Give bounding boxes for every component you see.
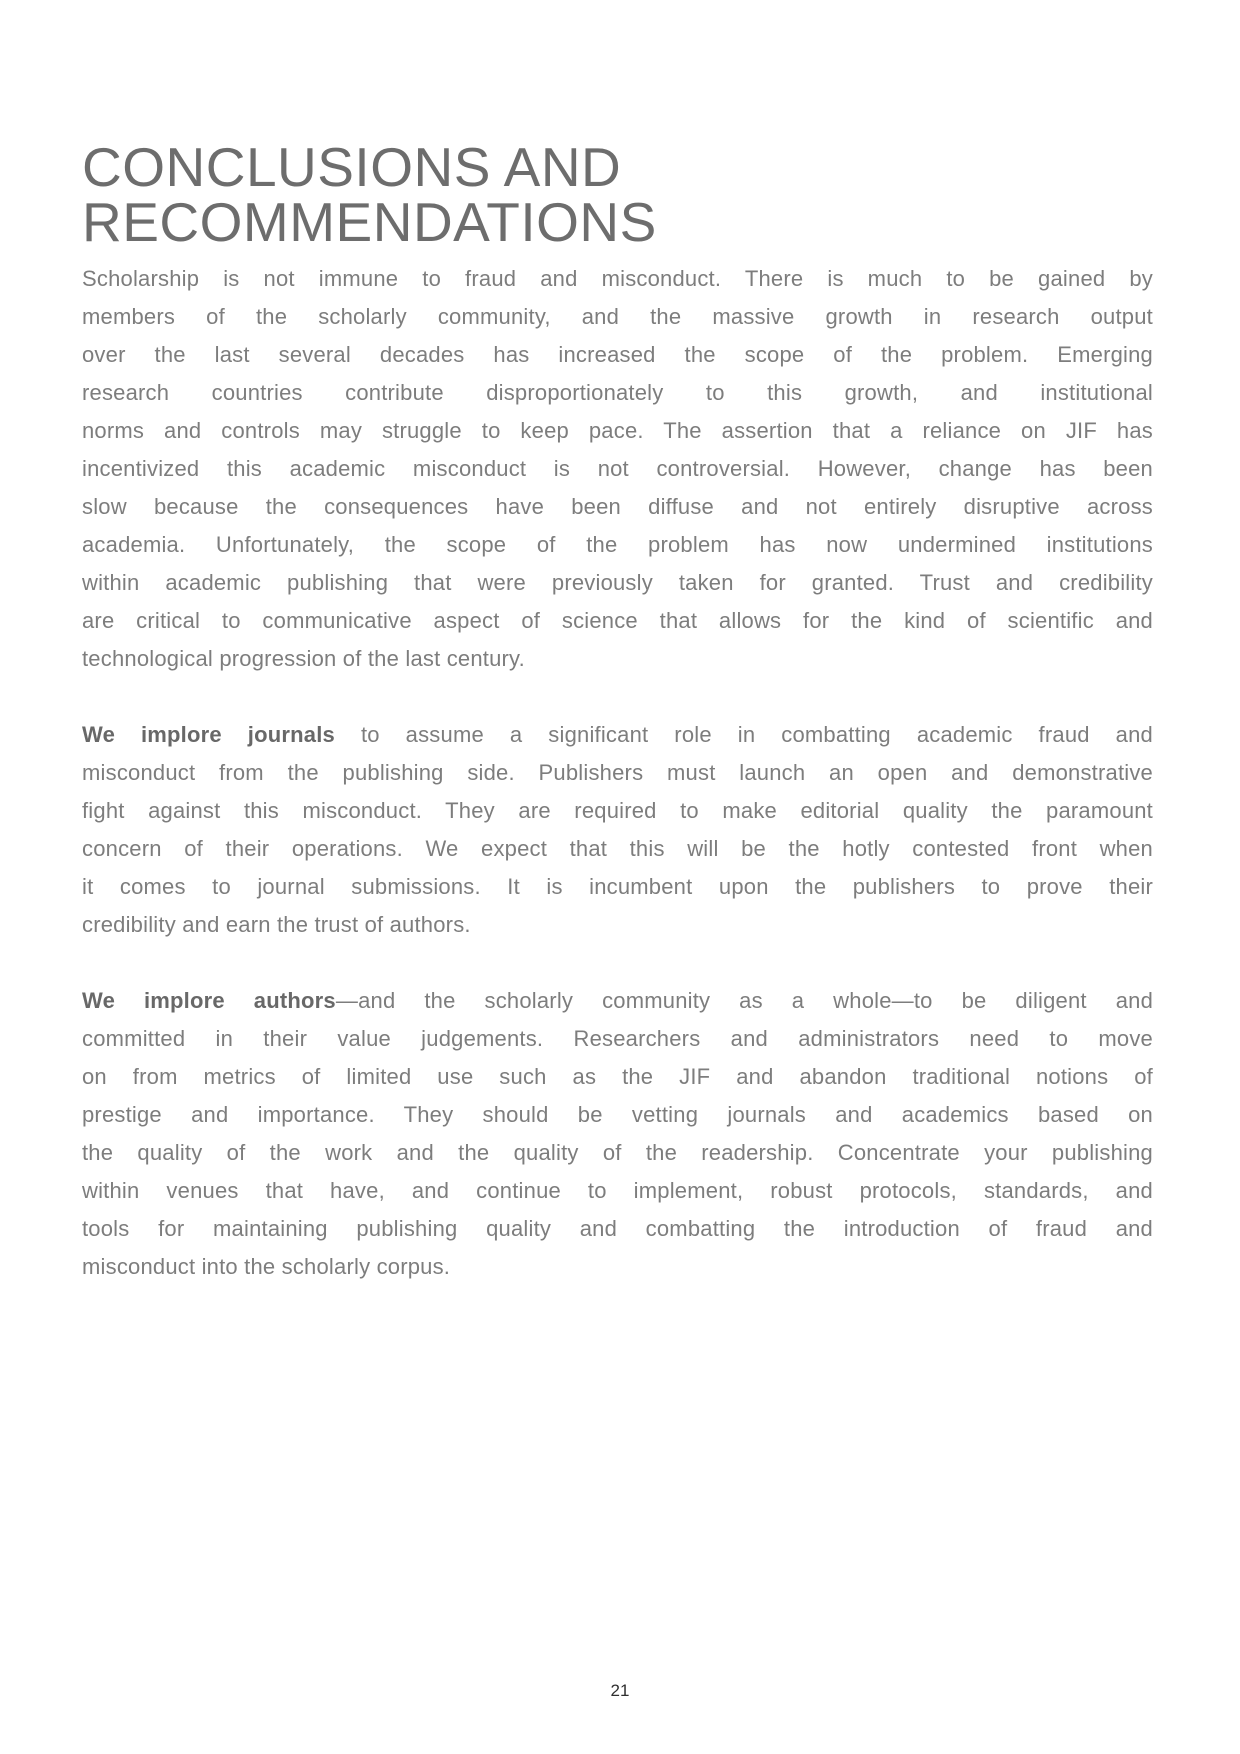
text-segment: credibility and earn the trust of authors. bbox=[82, 912, 471, 937]
text-segment: Scholarship is not immune to fraud and misconduct. There is much to be gained by bbox=[82, 266, 1153, 291]
text-line bbox=[82, 1096, 1153, 1134]
text-segment: technological progression of the last century. bbox=[82, 646, 525, 671]
text-segment: misconduct into the scholarly corpus. bbox=[82, 1254, 451, 1279]
text-segment: tools for maintaining publishing quality and combatting the introduction of fraud and bbox=[82, 1216, 1153, 1241]
body-text bbox=[82, 260, 1153, 1286]
text-line bbox=[82, 412, 1153, 450]
bold-lead: We implore authors bbox=[82, 988, 336, 1013]
text-line bbox=[82, 1020, 1153, 1058]
paragraph bbox=[82, 716, 1153, 944]
text-segment: academia. Unfortunately, the scope of the problem has now undermined institutions bbox=[82, 532, 1153, 557]
text-line bbox=[82, 450, 1153, 488]
text-segment: fight against this misconduct. They are required to make editorial quality the paramount bbox=[82, 798, 1153, 823]
text-line bbox=[82, 792, 1153, 830]
text-line bbox=[82, 602, 1153, 640]
text-segment: members of the scholarly community, and the massive growth in research output bbox=[82, 304, 1153, 329]
page-title bbox=[82, 136, 1153, 253]
text-segment: incentivized this academic misconduct is not controversial. However, change has been bbox=[82, 456, 1153, 481]
text-segment: —and the scholarly community as a whole—to be diligent and bbox=[335, 988, 1154, 1013]
text-line bbox=[82, 1172, 1153, 1210]
text-segment: concern of their operations. We expect that this will be the hotly contested front when bbox=[82, 836, 1153, 861]
page-number: 21 bbox=[610, 1681, 630, 1700]
text-line bbox=[82, 868, 1153, 906]
text-segment: it comes to journal submissions. It is incumbent upon the publishers to prove their bbox=[82, 874, 1153, 899]
text-line bbox=[82, 336, 1153, 374]
page-content bbox=[82, 136, 1154, 1324]
text-segment: to assume a significant role in combatting academic fraud and bbox=[334, 722, 1153, 747]
text-segment: research countries contribute disproportionately to this growth, and institutional bbox=[82, 380, 1153, 405]
paragraph bbox=[82, 982, 1153, 1286]
text-line bbox=[82, 526, 1153, 564]
text-line bbox=[82, 906, 1153, 944]
text-line bbox=[82, 830, 1153, 868]
text-segment: on from metrics of limited use such as the JIF and abandon traditional notions of bbox=[82, 1064, 1153, 1089]
text-segment: within academic publishing that were previously taken for granted. Trust and credibility bbox=[82, 570, 1153, 595]
paragraph bbox=[82, 260, 1153, 678]
text-segment: misconduct from the publishing side. Publishers must launch an open and demonstrative bbox=[82, 760, 1153, 785]
text-line bbox=[82, 488, 1153, 526]
page-title-line1: CONCLUSIONS AND bbox=[82, 136, 622, 198]
text-line bbox=[82, 374, 1153, 412]
text-line bbox=[82, 260, 1153, 298]
text-segment: committed in their value judgements. Researchers and administrators need to move bbox=[82, 1026, 1153, 1051]
text-line bbox=[82, 640, 1153, 678]
text-line bbox=[82, 1248, 1153, 1286]
text-line bbox=[82, 754, 1153, 792]
text-line bbox=[82, 1134, 1153, 1172]
text-line bbox=[82, 1058, 1153, 1096]
text-segment: slow because the consequences have been diffuse and not entirely disruptive across bbox=[82, 494, 1153, 519]
text-line bbox=[82, 982, 1153, 1020]
text-segment: the quality of the work and the quality of the readership. Concentrate your publishing bbox=[82, 1140, 1153, 1165]
text-line bbox=[82, 1210, 1153, 1248]
text-segment: norms and controls may struggle to keep pace. The assertion that a reliance on JIF has bbox=[82, 418, 1153, 443]
text-line bbox=[82, 564, 1153, 602]
text-segment: are critical to communicative aspect of science that allows for the kind of scientific and bbox=[82, 608, 1153, 633]
text-line bbox=[82, 716, 1153, 754]
text-segment: prestige and importance. They should be vetting journals and academics based on bbox=[82, 1102, 1153, 1127]
text-segment: over the last several decades has increased the scope of the problem. Emerging bbox=[82, 342, 1153, 367]
text-line bbox=[82, 298, 1153, 336]
text-segment: within venues that have, and continue to implement, robust protocols, standards, and bbox=[82, 1178, 1153, 1203]
bold-lead: We implore journals bbox=[82, 722, 335, 747]
page-title-line2: RECOMMENDATIONS bbox=[82, 191, 657, 253]
